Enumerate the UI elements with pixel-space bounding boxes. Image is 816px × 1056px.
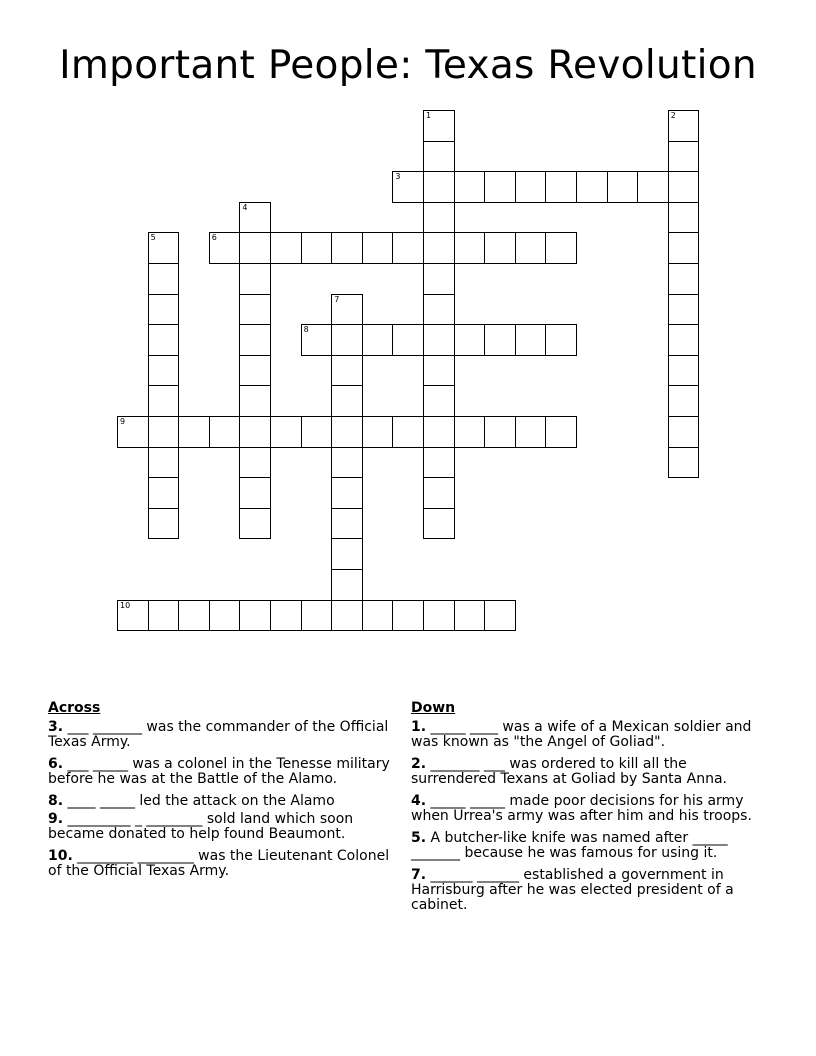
grid-cell[interactable] [392, 171, 424, 203]
grid-cell[interactable] [148, 324, 180, 356]
grid-cell[interactable] [117, 416, 149, 448]
grid-cell[interactable] [239, 447, 271, 479]
clue-number-label: 2 [670, 111, 676, 120]
grid-cell[interactable] [392, 324, 424, 356]
down-clue-2 [411, 757, 771, 787]
clue-number: 1. [411, 719, 427, 735]
grid-cell[interactable] [301, 600, 333, 632]
grid-cell[interactable] [148, 416, 180, 448]
grid-cell[interactable] [668, 141, 700, 173]
clue-number-label: 5 [150, 233, 156, 243]
grid-cell[interactable] [331, 447, 363, 479]
clue-text: ___ _____ was a colonel in the Tenesse military before he was at the Battle of the Alamo. [48, 756, 390, 787]
clue-number: 9. [48, 811, 64, 827]
grid-cell[interactable] [239, 202, 271, 234]
grid-cell[interactable] [423, 202, 455, 234]
clue-text: _____ ____ was a wife of a Mexican soldier and was known as "the Angel of Goliad". [411, 719, 752, 750]
down-clue-1 [411, 720, 771, 750]
grid-cell[interactable] [484, 171, 516, 203]
clue-text: ____ _____ led the attack on the Alamo [63, 793, 335, 809]
grid-cell[interactable] [270, 232, 302, 264]
grid-cell[interactable] [148, 508, 180, 540]
grid-cell[interactable] [362, 324, 394, 356]
grid-cell[interactable] [484, 416, 516, 448]
across-clues [48, 701, 393, 886]
grid-cell[interactable] [423, 110, 455, 142]
grid-cell[interactable] [239, 232, 271, 264]
down-heading: Down [411, 700, 456, 716]
grid-cell[interactable] [331, 508, 363, 540]
down-clue-4 [411, 794, 771, 824]
grid-cell[interactable] [423, 600, 455, 632]
clue-number-label: 9 [120, 417, 126, 426]
grid-cell[interactable] [668, 385, 700, 417]
clue-number: 3. [48, 719, 64, 735]
clue-text: A butcher-like knife was named after _____ _______ because he was famous for using it. [411, 830, 728, 861]
grid-cell[interactable] [209, 232, 241, 264]
grid-cell[interactable] [423, 263, 455, 295]
grid-cell[interactable] [239, 355, 271, 387]
across-clue-10 [48, 849, 393, 879]
clue-number: 5. [411, 830, 427, 846]
grid-cell[interactable] [668, 202, 700, 234]
clue-number-label: 10 [120, 600, 131, 610]
clue-number: 6. [48, 756, 64, 772]
grid-cell[interactable] [454, 232, 486, 264]
grid-cell[interactable] [331, 569, 363, 601]
clue-number: 4. [411, 793, 427, 809]
grid-cell[interactable] [239, 294, 271, 326]
grid-cell[interactable] [331, 324, 363, 356]
grid-cell[interactable] [148, 355, 180, 387]
grid-cell[interactable] [668, 447, 700, 479]
grid-cell[interactable] [362, 232, 394, 264]
grid-cell[interactable] [148, 294, 180, 326]
grid-cell[interactable] [423, 385, 455, 417]
grid-cell[interactable] [117, 600, 149, 632]
grid-cell[interactable] [484, 324, 516, 356]
grid-cell[interactable] [392, 416, 424, 448]
clue-number-label: 6 [211, 233, 217, 243]
grid-cell[interactable] [637, 171, 669, 203]
grid-cell[interactable] [668, 263, 700, 295]
across-clue-8 [48, 794, 393, 809]
grid-cell[interactable] [484, 232, 516, 264]
grid-cell[interactable] [423, 171, 455, 203]
grid-cell[interactable] [423, 294, 455, 326]
clue-number: 8. [48, 793, 64, 809]
grid-cell[interactable] [331, 232, 363, 264]
clue-number: 10. [48, 848, 73, 864]
grid-cell[interactable] [392, 232, 424, 264]
grid-cell[interactable] [209, 600, 241, 632]
grid-cell[interactable] [331, 538, 363, 570]
grid-cell[interactable] [423, 477, 455, 509]
grid-cell[interactable] [423, 141, 455, 173]
down-clues [411, 701, 771, 920]
grid-cell[interactable] [423, 232, 455, 264]
grid-cell[interactable] [423, 508, 455, 540]
grid-cell[interactable] [454, 324, 486, 356]
grid-cell[interactable] [239, 263, 271, 295]
grid-cell[interactable] [239, 385, 271, 417]
grid-cell[interactable] [484, 600, 516, 632]
grid-cell[interactable] [178, 600, 210, 632]
clue-number: 7. [411, 867, 427, 883]
grid-cell[interactable] [209, 416, 241, 448]
grid-cell[interactable] [148, 600, 180, 632]
clue-text: _____ _____ made poor decisions for his army when Urrea's army was after him and his troops. [411, 793, 752, 824]
clue-text: ___ _______ was the commander of the Official Texas Army. [48, 719, 389, 750]
grid-cell[interactable] [331, 355, 363, 387]
grid-cell[interactable] [454, 600, 486, 632]
clue-number-label: 1 [426, 111, 432, 120]
across-heading: Across [48, 700, 101, 716]
grid-cell[interactable] [668, 416, 700, 448]
grid-cell[interactable] [607, 171, 639, 203]
down-clue-5 [411, 831, 771, 861]
clue-number-label: 7 [334, 294, 340, 304]
grid-cell[interactable] [545, 324, 577, 356]
grid-cell[interactable] [239, 324, 271, 356]
grid-cell[interactable] [545, 232, 577, 264]
grid-cell[interactable] [239, 600, 271, 632]
grid-cell[interactable] [454, 416, 486, 448]
grid-cell[interactable] [515, 171, 547, 203]
clue-number-label: 4 [242, 202, 248, 212]
across-clue-6 [48, 757, 393, 787]
grid-cell[interactable] [239, 416, 271, 448]
across-clue-9 [48, 812, 393, 842]
grid-cell[interactable] [668, 355, 700, 387]
grid-cell[interactable] [515, 232, 547, 264]
grid-cell[interactable] [576, 171, 608, 203]
across-clue-3 [48, 720, 393, 750]
grid-cell[interactable] [301, 232, 333, 264]
grid-cell[interactable] [545, 416, 577, 448]
grid-cell[interactable] [270, 600, 302, 632]
clue-text: _________ _ ________ sold land which soon became donated to help found Beaumont. [48, 811, 354, 842]
clue-text: ________ ________ was the Lieutenant Colonel of the Official Texas Army. [48, 848, 390, 879]
clue-text: _______ ___ was ordered to kill all the surrendered Texans at Goliad by Santa Anna. [411, 756, 727, 787]
grid-cell[interactable] [392, 600, 424, 632]
grid-cell[interactable] [454, 171, 486, 203]
grid-cell[interactable] [668, 171, 700, 203]
grid-cell[interactable] [301, 416, 333, 448]
grid-cell[interactable] [668, 110, 700, 142]
grid-cell[interactable] [545, 171, 577, 203]
grid-cell[interactable] [668, 324, 700, 356]
page-title: Important People: Texas Revolution [59, 43, 757, 88]
grid-cell[interactable] [270, 416, 302, 448]
grid-cell[interactable] [148, 447, 180, 479]
grid-cell[interactable] [423, 447, 455, 479]
grid-cell[interactable] [423, 355, 455, 387]
clue-number: 2. [411, 756, 427, 772]
grid-cell[interactable] [331, 477, 363, 509]
grid-cell[interactable] [239, 477, 271, 509]
grid-cell[interactable] [362, 600, 394, 632]
clue-text: ______ ______ established a government in Harrisburg after he was elected president of a cabinet. [411, 867, 734, 913]
grid-cell[interactable] [331, 294, 363, 326]
grid-cell[interactable] [668, 294, 700, 326]
grid-cell[interactable] [178, 416, 210, 448]
clue-number-label: 3 [395, 172, 401, 182]
grid-cell[interactable] [423, 416, 455, 448]
grid-cell[interactable] [331, 416, 363, 448]
grid-cell[interactable] [423, 324, 455, 356]
down-clue-7 [411, 868, 771, 913]
grid-cell[interactable] [301, 324, 333, 356]
grid-cell[interactable] [148, 263, 180, 295]
grid-cell[interactable] [239, 508, 271, 540]
grid-cell[interactable] [515, 324, 547, 356]
grid-cell[interactable] [148, 232, 180, 264]
grid-cell[interactable] [331, 600, 363, 632]
grid-cell[interactable] [362, 416, 394, 448]
grid-cell[interactable] [668, 232, 700, 264]
clue-number-label: 8 [303, 325, 309, 335]
grid-cell[interactable] [331, 385, 363, 417]
grid-cell[interactable] [148, 477, 180, 509]
grid-cell[interactable] [515, 416, 547, 448]
grid-cell[interactable] [148, 385, 180, 417]
